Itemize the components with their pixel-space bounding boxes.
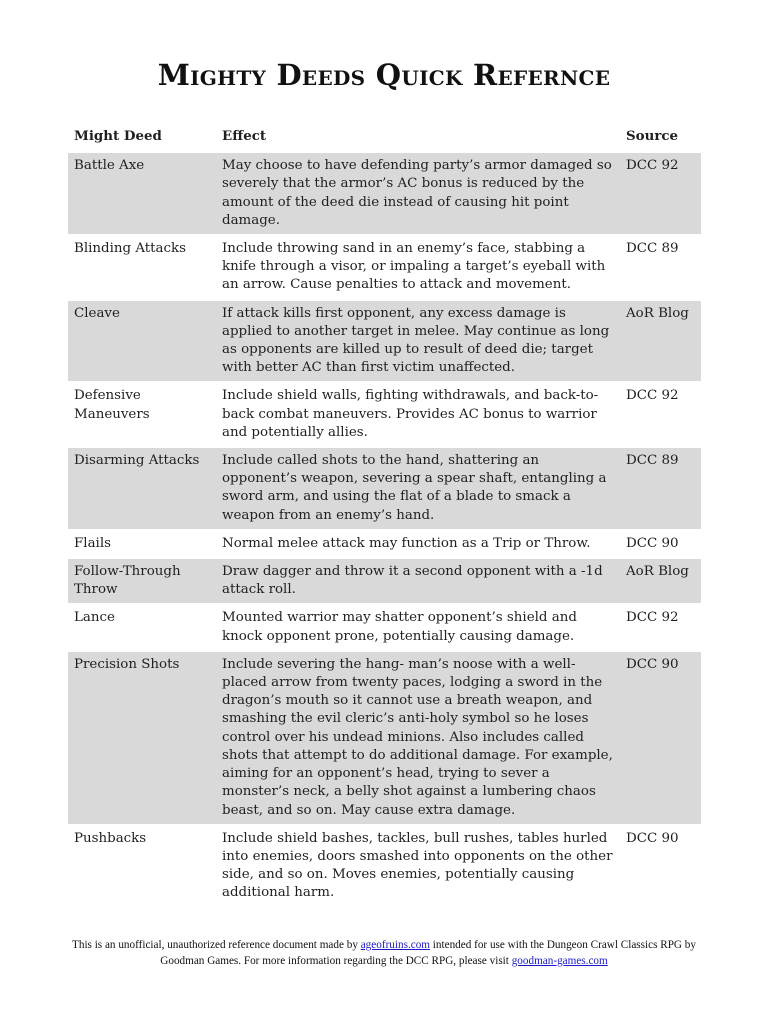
table-row	[68, 448, 701, 529]
table-row	[68, 153, 701, 234]
page-title: Mighty Deeds Quick Refernce	[157, 58, 611, 92]
table-row	[68, 383, 701, 446]
deed-effect: Include shield walls, fighting withdrawals, and back-to-back combat maneuvers. Provides AC bonus to warrior and potentially allies.	[222, 388, 599, 440]
deed-name: Blinding Attacks	[74, 241, 187, 257]
goodman-games-link[interactable]: goodman-games.com	[511, 955, 608, 967]
footer-text: This is an unofficial, unauthorized reference document made by	[72, 939, 361, 951]
header-might-deed: Might Deed	[74, 128, 162, 144]
deed-effect: Mounted warrior may shatter opponent’s shield and knock opponent prone, potentially causing damage.	[222, 610, 577, 644]
ageofruins-link[interactable]: ageofruins.com	[360, 939, 430, 951]
deed-effect: Normal melee attack may function as a Trip or Throw.	[222, 535, 591, 551]
deed-source: DCC 90	[626, 830, 679, 846]
table-row	[68, 652, 701, 824]
table-row	[68, 605, 701, 649]
deed-source: DCC 92	[626, 610, 679, 626]
deed-source: AoR Blog	[620, 301, 701, 382]
deed-effect: Include severing the hang- man’s noose with a well-placed arrow from twenty paces, lodging a sword in the dragon’s mouth so it cannot use a breath weapon, and smashing the evil cleric’s anti-holy symbol so he loses control over his undead minions. Also includes called shots that attempt to do additional damage. For example, aiming for an opponent’s head, trying to sever a monster’s neck, a belly shot against a lumbering chaos beast, and so on. May cause extra damage.	[216, 652, 620, 824]
deed-name: Cleave	[68, 301, 216, 382]
deed-name: Battle Axe	[68, 153, 216, 234]
deed-effect: Include shield bashes, tackles, bull rushes, tables hurled into enemies, doors smashed into opponents on the other side, and so on. Moves enemies, potentially causing additional harm.	[222, 830, 613, 901]
deed-name: Lance	[74, 610, 115, 626]
deed-name: Precision Shots	[68, 652, 216, 824]
footer-disclaimer	[60, 937, 708, 969]
table-row	[68, 236, 701, 299]
table-row	[68, 559, 701, 603]
deed-effect: If attack kills first opponent, any excess damage is applied to another target in melee. May continue as long as opponents are killed up to result of deed die; target with better AC than first victim unaffected.	[216, 301, 620, 382]
table-row	[68, 826, 701, 907]
deed-source: DCC 92	[626, 388, 679, 404]
mighty-deeds-table	[68, 121, 701, 909]
deed-source: DCC 92	[620, 153, 701, 234]
deed-name: Pushbacks	[74, 830, 147, 846]
deed-name: Flails	[74, 535, 111, 551]
table-row	[68, 301, 701, 382]
deed-effect: Draw dagger and throw it a second opponent with a -1d attack roll.	[216, 559, 620, 603]
deed-source: AoR Blog	[620, 559, 701, 603]
deed-name: Defensive Maneuvers	[74, 388, 150, 422]
footer-text: intended for use with the Dungeon Crawl Classics RPG by Goodman Games. For more information regarding the DCC RPG, please visit	[160, 939, 696, 967]
deed-effect: Include called shots to the hand, shattering an opponent’s weapon, severing a spear shaft, entangling a sword arm, and using the flat of a blade to smack a weapon from an enemy’s hand.	[216, 448, 620, 529]
deed-source: DCC 90	[620, 652, 701, 824]
deed-effect: May choose to have defending party’s armor damaged so severely that the armor’s AC bonus is reduced by the amount of the deed die instead of causing hit point damage.	[216, 153, 620, 234]
deed-source: DCC 89	[626, 241, 679, 257]
header-source: Source	[626, 128, 679, 144]
deed-source: DCC 90	[626, 535, 679, 551]
header-effect: Effect	[222, 128, 267, 144]
deed-source: DCC 89	[620, 448, 701, 529]
table-row	[68, 531, 701, 557]
deed-name: Disarming Attacks	[68, 448, 216, 529]
deed-name: Follow-Through Throw	[68, 559, 216, 603]
deed-effect: Include throwing sand in an enemy’s face, stabbing a knife through a visor, or impaling a target’s eyeball with an arrow. Cause penalties to attack and movement.	[222, 241, 606, 293]
table-header-row	[68, 123, 701, 151]
